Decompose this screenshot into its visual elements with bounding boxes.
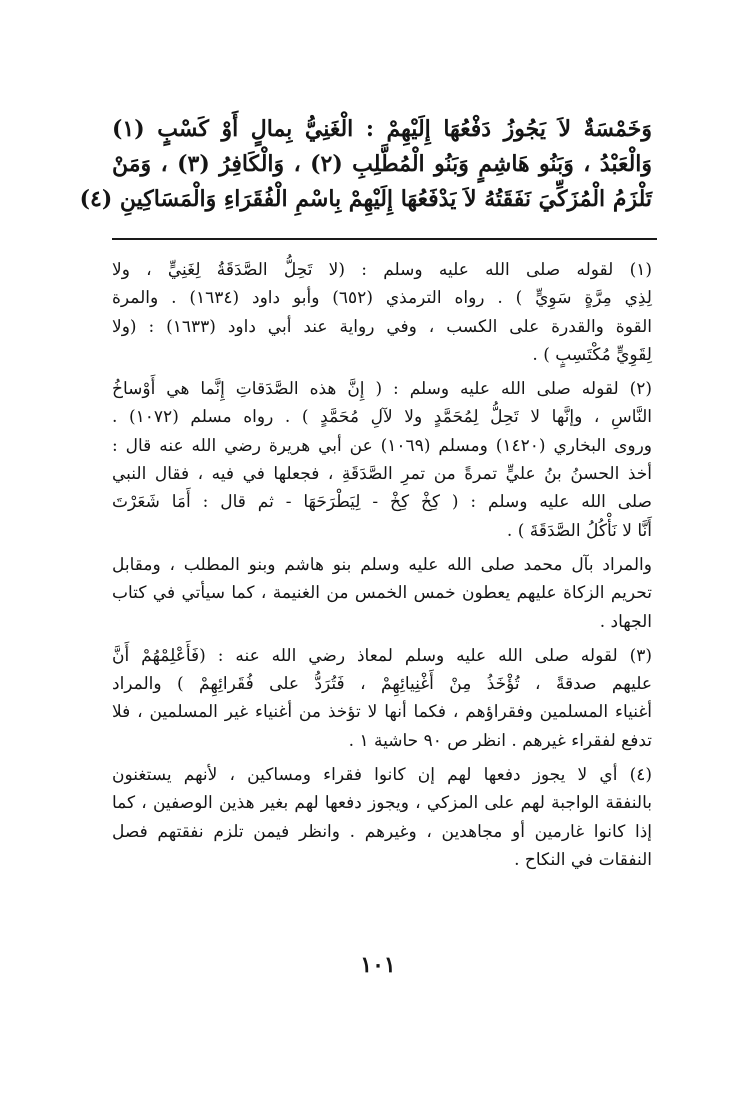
footnote-line: عليهم صدقةً ، تُؤْخَذُ مِنْ أَغْنِيائِهِمْ ، فَتُرَدُّ على فُقَرائِهِمْ ) والمراد — [112, 674, 652, 695]
main-text — [79, 112, 653, 217]
footnote-line: (١) لقوله صلى الله عليه وسلم : (لا تَحِلُّ الصَّدَقَةُ لِغَنِيٍّ ، ولا — [112, 260, 652, 280]
footnote-2 — [112, 375, 652, 545]
main-text-line: وَالْعَبْدُ ، وَبَنُو هَاشِمٍ وَبَنُو الْمُطَّلِبِ (٢) ، وَالْكَافِرُ (٣) ، وَمَنْ — [112, 151, 653, 177]
footnote-line: إذا كانوا غارمين أو مجاهدين ، وغيرهم . وانظر فيمن تلزم نفقتهم فصل — [112, 821, 652, 842]
footnote-line: القوة والقدرة على الكسب ، وفي رواية عند أبي داود (١٦٣٣) : (ولا — [112, 316, 652, 337]
footnote-line: النَّاسِ ، وإنَّها لا تَحِلُّ لِمُحَمَّدٍ ولا لآلِ مُحَمَّدٍ ) . رواه مسلم (١٠٧٢) . — [112, 407, 652, 428]
footnote-line: (٤) أي لا يجوز دفعها لهم إن كانوا فقراء ومساكين ، لأنهم يستغنون — [112, 765, 652, 786]
footnote-line: لِذِي مِرَّةٍ سَوِيٍّ ) . رواه الترمذي (٦٥٢) وأبو داود (١٦٣٤) . والمرة — [112, 288, 652, 309]
footnote-line: وروى البخاري (١٤٢٠) ومسلم (١٠٦٩) عن أبي هريرة رضي الله عنه قال : — [112, 435, 652, 456]
footnote-line: بالنفقة الواجبة لهم على المزكي ، ويجوز دفعها لهم بغير هذين الوصفين ، كما — [112, 793, 652, 814]
footnote-line: تحريم الزكاة عليهم يعطون خمس الخمس من الغنيمة ، كما سيأتي في كتاب — [112, 583, 652, 604]
footnote-line: (٢) لقوله صلى الله عليه وسلم : ( إِنَّ هذه الصَّدَقاتِ إِنَّما هي أَوْساخُ — [112, 379, 652, 400]
footnote-3 — [112, 642, 652, 755]
footnote-4 — [112, 761, 652, 874]
footnote-line: لِقَوِيٍّ مُكْتَسِبٍ ) . — [532, 344, 652, 365]
main-text-line: تَلْزَمُ الْمُزَكِّيَ نَفَقَتُهُ لاَ يَدْفَعُهَا إِلَيْهِمْ بِاسْمِ الْفُقَرَاءِ وَالْمَسَاكِينِ (٤) — [79, 186, 652, 212]
page-number: ١٠١ — [360, 952, 396, 978]
footnote-line: تدفع لفقراء غيرهم . انظر ص ٩٠ حاشية ١ . — [348, 730, 652, 751]
footnote-line: أَنَّا لا نَأْكُلُ الصَّدَقَةَ ) . — [506, 520, 652, 541]
footnote-line: والمراد بآل محمد صلى الله عليه وسلم بنو هاشم وبنو المطلب ، ومقابل — [112, 554, 652, 575]
footnote-line: الجهاد . — [599, 611, 652, 632]
footnotes — [112, 256, 652, 880]
main-text-line: وَخَمْسَةٌ لاَ يَجُوزُ دَفْعُهَا إِلَيْهِمْ : الْغَنِيُّ بِمالٍ أَوْ كَسْبٍ (١) — [112, 116, 652, 142]
footnote-line: أخذ الحسنُ بنُ عليٍّ تمرةً من تمرِ الصَّدَقَةِ ، فجعلها في فيه ، فقال النبي — [112, 464, 652, 485]
footnote-line: (٣) لقوله صلى الله عليه وسلم لمعاذ رضي الله عنه : (فَأَعْلِمْهُمْ أَنَّ — [112, 645, 652, 666]
footnote-line: صلى الله عليه وسلم : ( كِخْ كِخْ - لِيَطْرَحَهَا - ثم قال : أَمَا شَعَرْتَ — [112, 492, 652, 513]
footnote-separator — [112, 238, 657, 240]
footnote-line: النفقات في النكاح . — [514, 849, 652, 870]
footnote-1 — [112, 256, 652, 369]
footnote-2-continuation — [112, 551, 652, 636]
footnote-line: أغنياء المسلمين وفقراؤهم ، فكما أنها لا تؤخذ من أغنياء غير المسلمين ، فلا — [112, 702, 652, 723]
